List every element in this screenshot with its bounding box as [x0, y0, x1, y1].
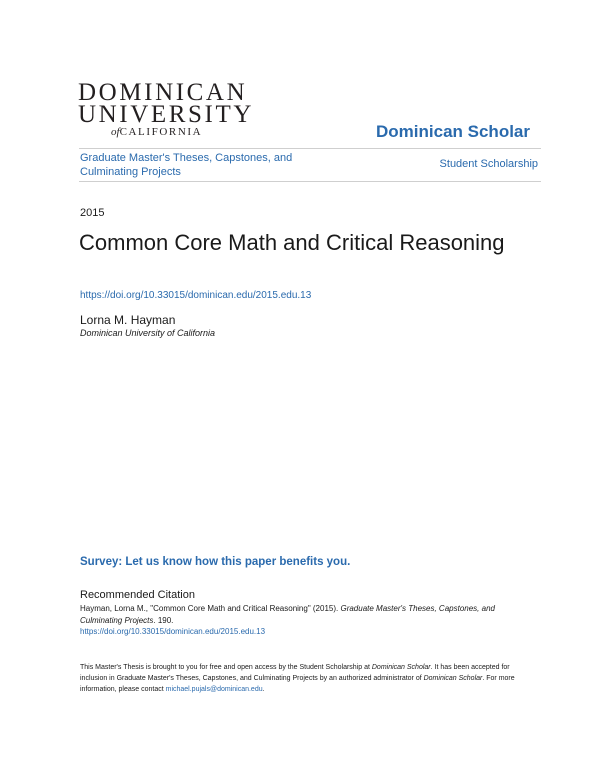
university-logo: [78, 79, 254, 139]
access-notice: [80, 662, 525, 695]
notice-repository: Dominican Scholar: [371, 664, 431, 671]
logo-university: UNIVERSITY: [78, 101, 254, 128]
citation-part-2: . 190.: [153, 615, 174, 625]
recommended-citation-heading: Recommended Citation: [80, 589, 195, 601]
publication-year: 2015: [80, 207, 105, 219]
author-name: Lorna M. Hayman: [80, 313, 176, 327]
citation-series: Graduate Master's Theses, Capstones, and Culminating Projects: [80, 604, 495, 625]
author-affiliation: Dominican University of California: [80, 328, 216, 338]
dominican-scholar-link[interactable]: Dominican Scholar: [376, 122, 530, 141]
survey-link[interactable]: Survey: Let us know how this paper benefits you.: [80, 556, 351, 568]
nav-divider-bottom: [79, 181, 541, 182]
contact-email-link[interactable]: michael.pujals@dominican.edu: [165, 686, 263, 693]
notice-part-4: .: [262, 686, 265, 693]
recommended-citation-text: [80, 603, 525, 638]
nav-divider-top: [79, 148, 541, 149]
notice-part-3: . For more information, please contact: [80, 675, 515, 693]
collection-link[interactable]: Graduate Master's Theses, Capstones, and Culminating Projects: [80, 152, 293, 178]
notice-part-1: This Master's Thesis is brought to you for free and open access by the Student Scholarship at: [80, 664, 372, 671]
logo-california-text: CALIFORNIA: [119, 126, 203, 138]
paper-title: Common Core Math and Critical Reasoning: [79, 230, 505, 255]
notice-repository-2: Dominican Scholar: [423, 675, 483, 682]
citation-part-1: Hayman, Lorna M., "Common Core Math and Critical Reasoning" (2015).: [80, 604, 341, 613]
logo-dominican: DOMINICAN: [78, 79, 248, 106]
notice-part-2: . It has been accepted for inclusion in Graduate Master's Theses, Capstones, and Culminating Projects by an authorized administrator of: [80, 664, 510, 682]
doi-link[interactable]: https://doi.org/10.33015/dominican.edu/2015.edu.13: [80, 290, 312, 301]
logo-of: of: [111, 126, 120, 138]
student-scholarship-link[interactable]: Student Scholarship: [439, 158, 538, 170]
citation-doi-link[interactable]: https://doi.org/10.33015/dominican.edu/2015.edu.13: [80, 627, 266, 636]
